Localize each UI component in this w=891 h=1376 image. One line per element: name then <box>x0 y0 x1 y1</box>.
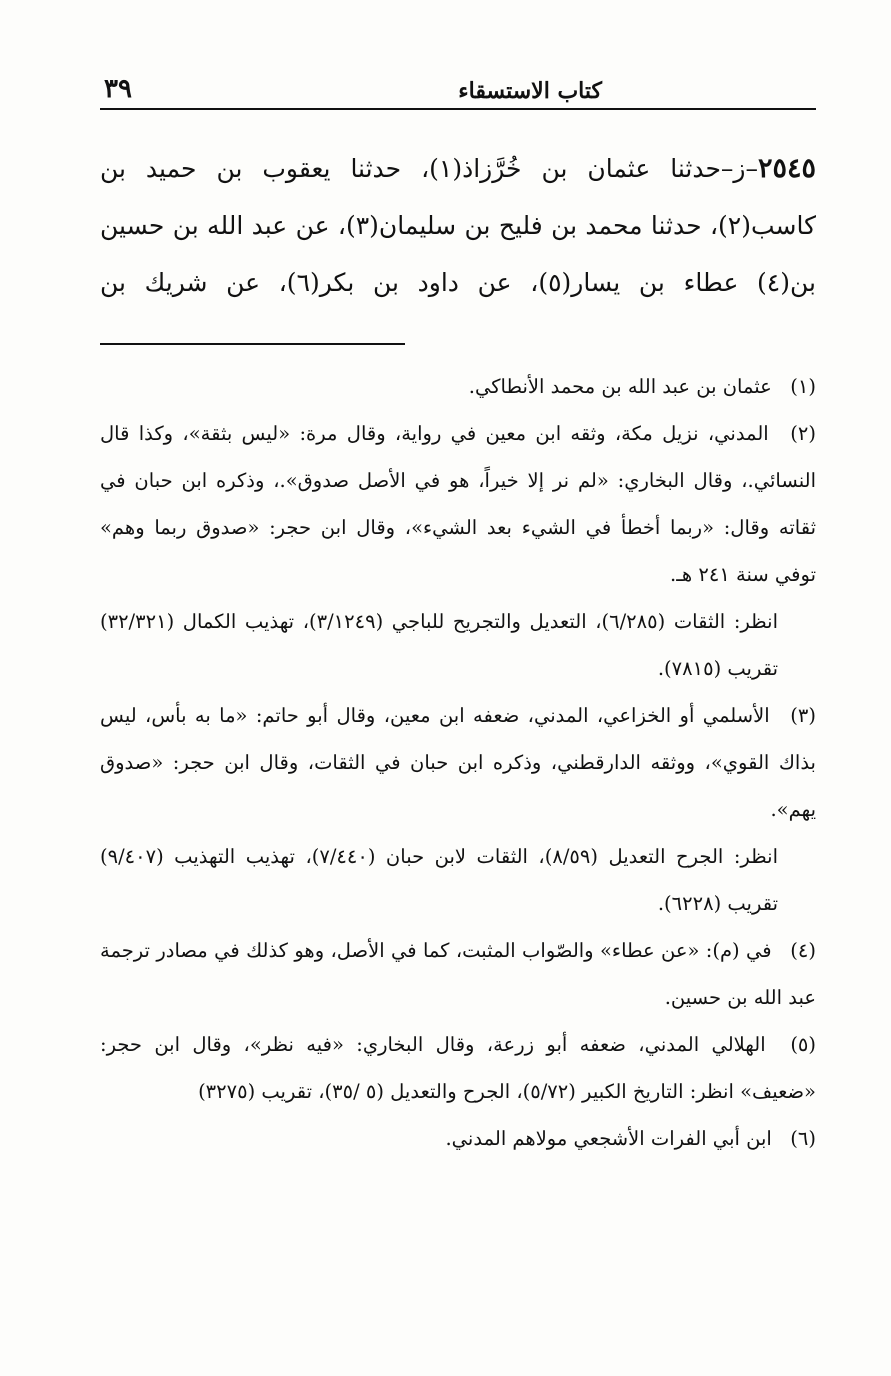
footnote-references: انظر: الثقات (٦/٢٨٥)، التعديل والتجريح للباجي (٣/١٢٤٩)، تهذيب الكمال (٣٢/٣٢١) تقريب (٧٨١٥). <box>100 610 778 680</box>
running-title: كتاب الاستسقاء <box>458 78 602 104</box>
footnote-references: انظر: الجرح التعديل (٨/٥٩)، الثقات لابن حبان (٧/٤٤٠)، تهذيب التهذيب (٩/٤٠٧) تقريب (٦٢٢٨). <box>100 845 778 915</box>
footnote-label: (٣) <box>790 704 816 727</box>
main-text <box>100 140 816 311</box>
footnote-label: (٦) <box>790 1127 816 1150</box>
footnote-text: الأسلمي أو الخزاعي، المدني، ضعفه ابن معين، وقال أبو حاتم: «ما به بأس، ليس بذاك القوي»، ووثقه الدارقطني، وذكره ابن حبان في الثقات، وقال ابن حجر: «صدوق يهم». <box>100 704 816 821</box>
footnote-4 <box>100 927 816 1021</box>
footnote-label: (١) <box>790 375 816 398</box>
footnote-text: ابن أبي الفرات الأشجعي مولاهم المدني. <box>445 1127 772 1150</box>
footnote-2 <box>100 410 816 692</box>
footnotes <box>100 363 816 1162</box>
book-page <box>100 70 816 1162</box>
page-number: ٣٩ <box>104 74 132 104</box>
footnote-3 <box>100 692 816 927</box>
hadith-text: –ز–حدثنا عثمان بن خُرَّزاذ(١)، حدثنا يعقوب بن حميد بن كاسب(٢)، حدثنا محمد بن فليح بن سليمان(٣)، عن عبد الله بن حسين بن(٤) عطاء بن يسار(٥)، عن داود بن بكر(٦)، عن شريك بن <box>100 154 816 297</box>
footnote-text: الهلالي المدني، ضعفه أبو زرعة، وقال البخاري: «فيه نظر»، وقال ابن حجر: «ضعيف» انظر: التاريخ الكبير (٥/٧٢)، الجرح والتعديل (٥ /٣٥)، تقريب (٣٢٧٥) <box>100 1033 816 1103</box>
footnote-label: (٢) <box>790 422 816 445</box>
footnote-1 <box>100 363 816 410</box>
footnote-label: (٤) <box>790 939 816 962</box>
footnote-separator <box>100 343 405 345</box>
footnote-label: (٥) <box>790 1033 817 1056</box>
page-header <box>100 70 816 110</box>
footnote-text: عثمان بن عبد الله بن محمد الأنطاكي. <box>468 375 772 398</box>
footnote-5 <box>100 1021 816 1115</box>
footnote-text: المدني، نزيل مكة، وثقه ابن معين في رواية، وقال مرة: «ليس بثقة»، وكذا قال النسائي.، وقال البخاري: «لم نر إلا خيراً، هو في الأصل صدوق».، وذكره ابن حبان في ثقاته وقال: «ربما أخطأ في الشيء بعد الشيء»، وقال ابن حجر: «صدوق ربما وهم» توفي سنة ٢٤١ هـ. <box>100 422 816 586</box>
footnote-text: في (م): «عن عطاء» والصّواب المثبت، كما في الأصل، وهو كذلك في مصادر ترجمة عبد الله بن حسين. <box>100 939 816 1009</box>
footnote-6 <box>100 1115 816 1162</box>
hadith-number: ٢٥٤٥ <box>757 153 816 184</box>
